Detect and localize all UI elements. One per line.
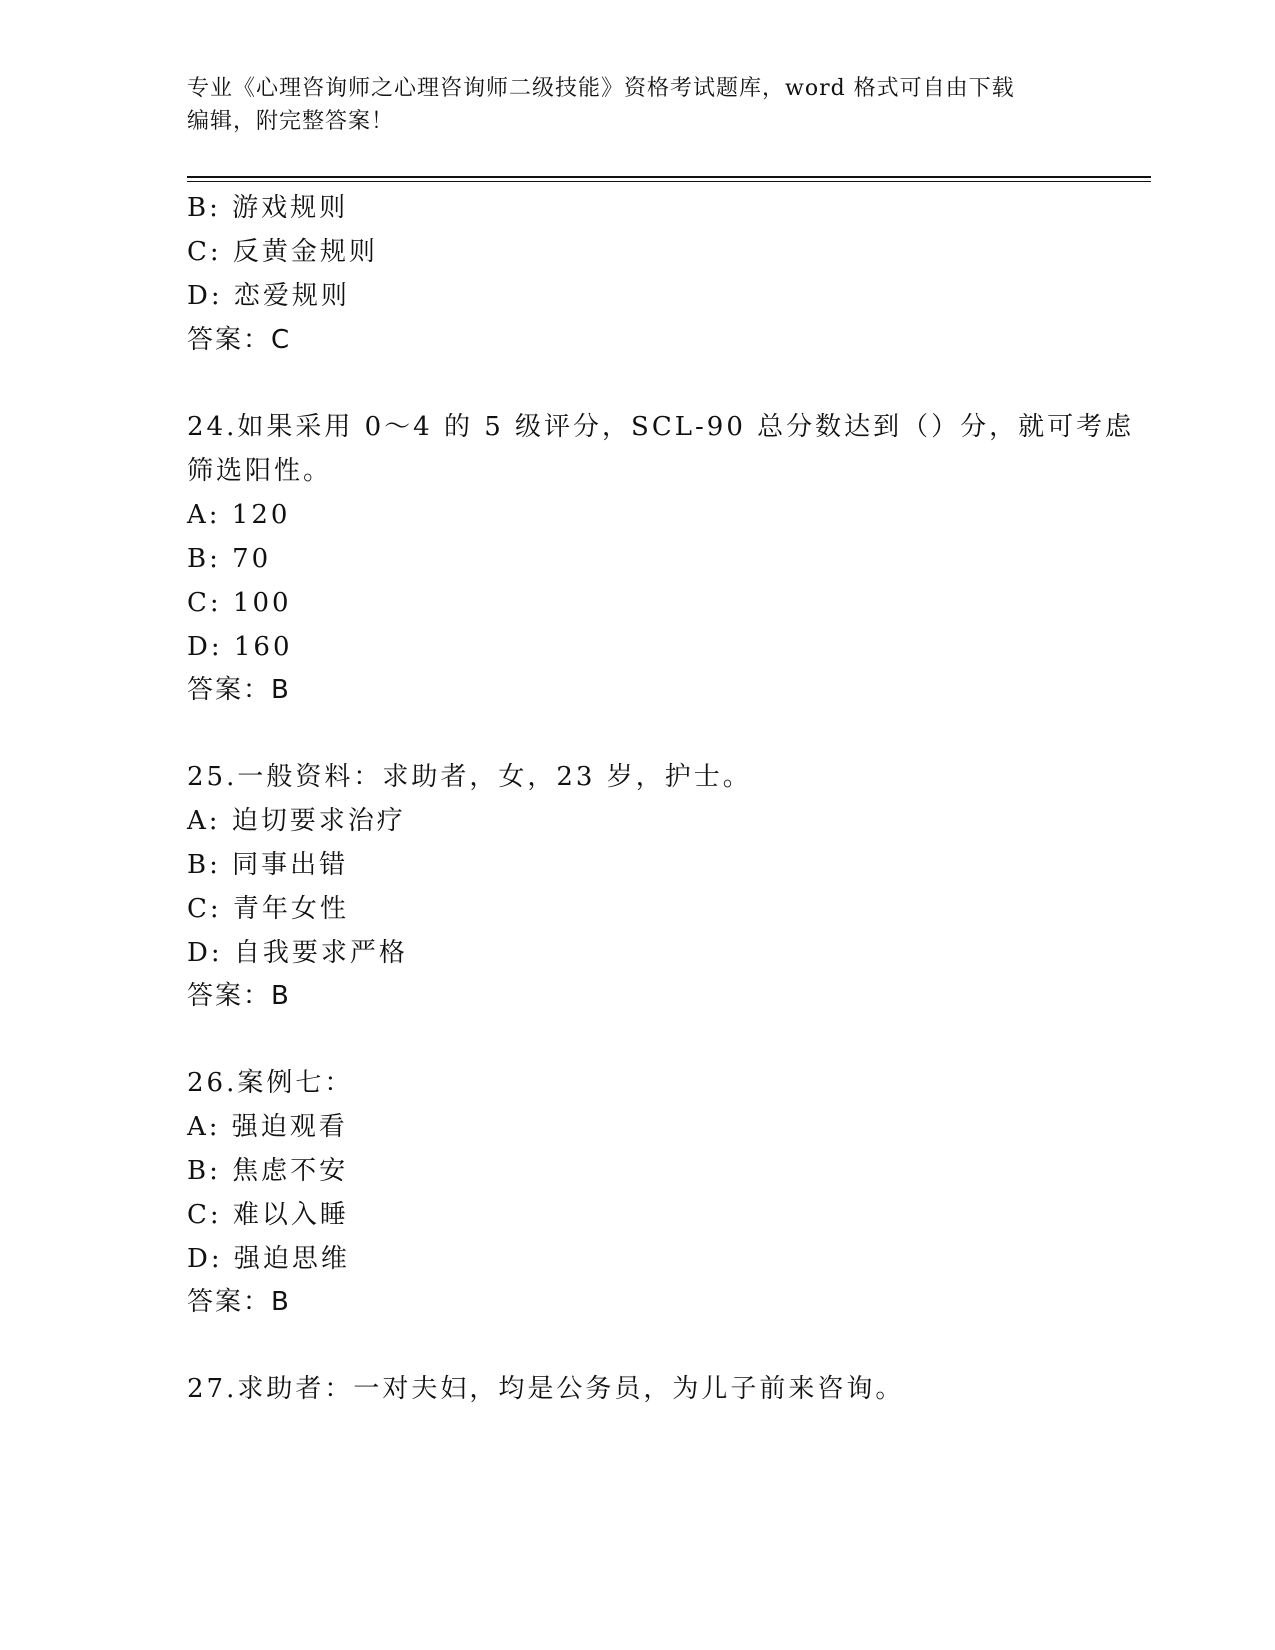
q26-option-c: C: 难以入睡	[187, 1200, 349, 1230]
q25-stem: 25.一般资料：求助者，女，23 岁，护士。	[187, 762, 752, 792]
q25-option-d: D: 自我要求严格	[187, 938, 408, 968]
q24-option-b: B: 70	[187, 544, 272, 574]
q23-answer: 答案：C	[187, 325, 292, 355]
header-divider-thin	[187, 181, 1151, 182]
header-line-1: 专业《心理咨询师之心理咨询师二级技能》资格考试题库，word 格式可自由下载	[187, 76, 1015, 101]
q25-option-c: C: 青年女性	[187, 894, 349, 924]
q26-option-d: D: 强迫思维	[187, 1244, 350, 1274]
q26-stem: 26.案例七：	[187, 1068, 354, 1098]
header-line-2: 编辑，附完整答案！	[187, 109, 395, 134]
q27-stem: 27.求助者：一对夫妇，均是公务员，为儿子前来咨询。	[187, 1374, 905, 1404]
document-header	[187, 72, 1067, 138]
q24-answer: 答案：B	[187, 675, 291, 705]
q26-answer: 答案：B	[187, 1287, 291, 1317]
q24-option-c: C: 100	[187, 588, 292, 618]
q26-option-a: A: 强迫观看	[187, 1112, 348, 1142]
q24-option-d: D: 160	[187, 632, 293, 662]
q24-option-a: A: 120	[187, 500, 291, 530]
q25-option-b: B: 同事出错	[187, 850, 349, 880]
q25-answer: 答案：B	[187, 981, 291, 1011]
q23-option-c: C: 反黄金规则	[187, 237, 378, 267]
q25-option-a: A: 迫切要求治疗	[187, 806, 406, 836]
q23-option-b: B: 游戏规则	[187, 193, 349, 223]
q26-option-b: B: 焦虑不安	[187, 1156, 349, 1186]
q24-stem-line-1: 24.如果采用 0～4 的 5 级评分，SCL-90 总分数达到（）分，就可考虑	[187, 412, 1135, 442]
q24-stem-line-2: 筛选阳性。	[187, 456, 333, 486]
q23-option-d: D: 恋爱规则	[187, 281, 350, 311]
header-divider-thick	[187, 176, 1151, 178]
